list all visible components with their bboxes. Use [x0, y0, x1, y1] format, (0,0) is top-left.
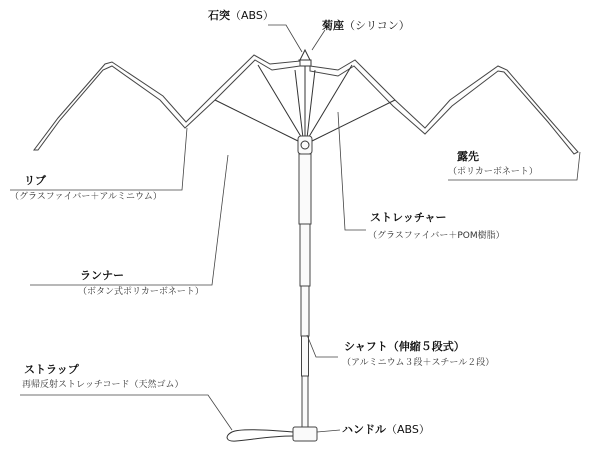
stretcher-name: ストレッチャー — [370, 211, 447, 224]
leader-lines — [10, 25, 580, 432]
handle-material: （ABS） — [386, 423, 430, 436]
rib-right — [310, 60, 578, 154]
tip-part — [299, 50, 311, 66]
tip-name: 石突 — [208, 9, 230, 22]
runner-material: （ボタン式ポリカーボネート） — [78, 287, 204, 297]
runner-part — [298, 136, 312, 154]
tipend-name: 露先 — [457, 150, 479, 163]
handle-part — [293, 427, 317, 441]
cap-name: 菊座 — [322, 19, 344, 32]
rib-name: リブ — [24, 174, 46, 187]
strap-part — [227, 430, 293, 441]
strap-material: 再帰反射ストレッチコード（天然ゴム） — [22, 380, 184, 390]
strap-name: ストラップ — [24, 363, 79, 376]
runner-name: ランナー — [80, 269, 124, 282]
cap-material: （シリコン） — [344, 19, 410, 32]
shaft-material: （アルミニウム３段＋スチール２段） — [342, 358, 495, 368]
tipend-material: （ポリカーボネート） — [448, 167, 538, 177]
shaft-name: シャフト（伸縮５段式） — [344, 340, 465, 353]
tip-material: （ABS） — [230, 9, 274, 22]
handle-label — [342, 424, 430, 435]
rib-material: （グラスファイバー＋アルミニウム） — [10, 192, 162, 202]
stretcher-material: （グラスファイバー＋POM樹脂） — [368, 231, 505, 241]
cap-label — [322, 20, 410, 31]
handle-name: ハンドル — [342, 423, 386, 436]
tip-label — [208, 10, 274, 21]
